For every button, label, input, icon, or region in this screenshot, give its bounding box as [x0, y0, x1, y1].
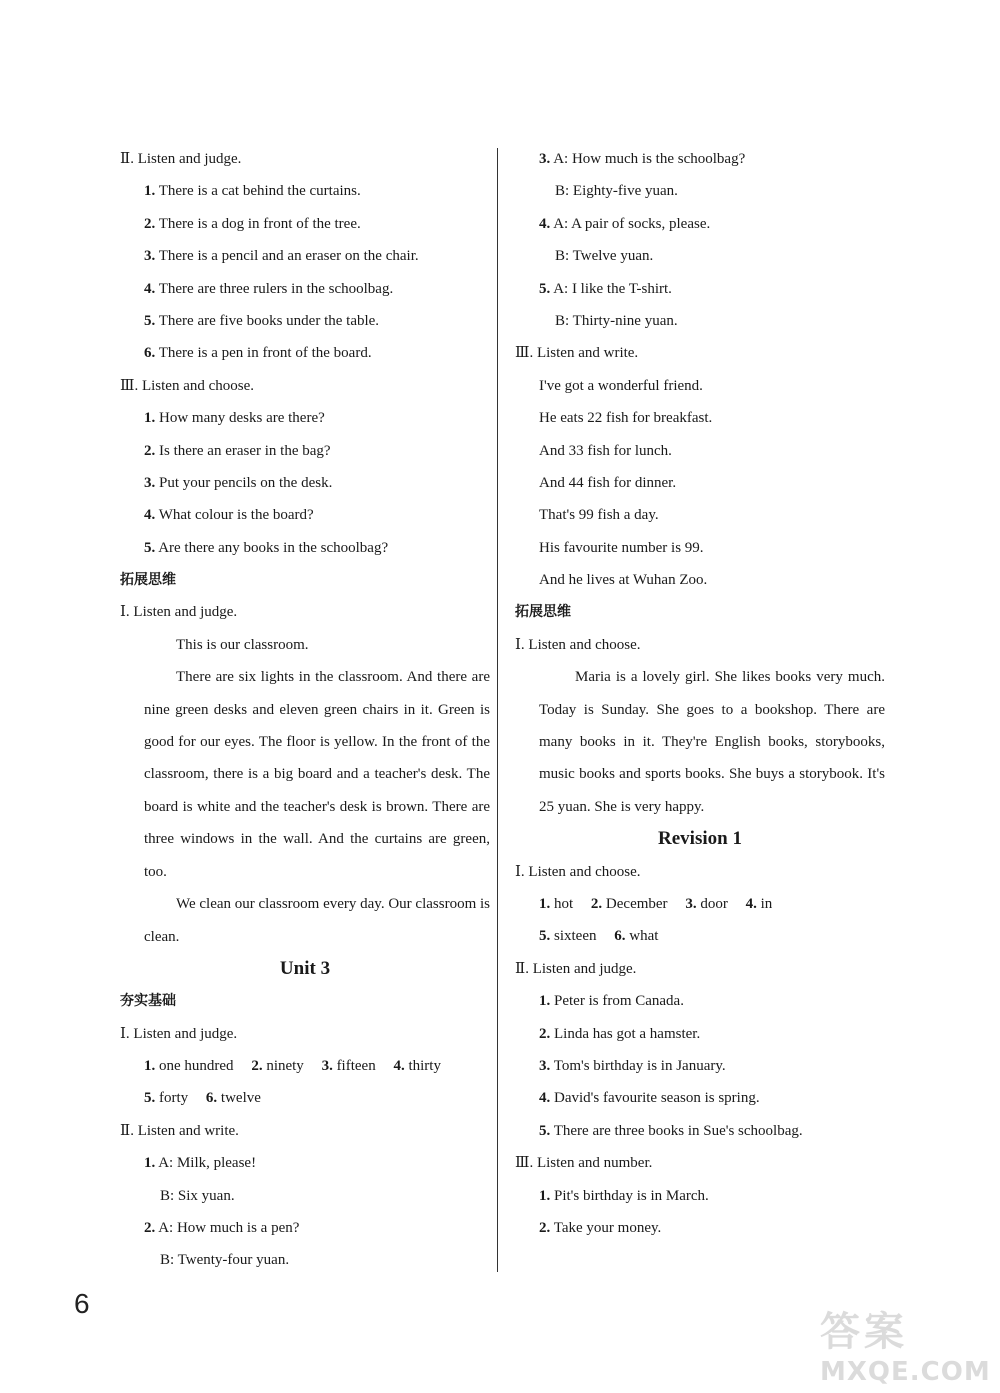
watermark-logo	[820, 1300, 990, 1385]
list-item: 1. How many desks are there?	[144, 410, 325, 427]
poem-line: And 44 fish for dinner.	[539, 474, 677, 491]
list-item: 1. There is a cat behind the curtains.	[144, 183, 361, 200]
unit-title: Unit 3	[279, 957, 331, 979]
dialogue-line: B: Six yuan.	[160, 1187, 235, 1204]
list-item: 1. Peter is from Canada.	[539, 993, 684, 1010]
section-title: Ⅱ. Listen and judge.	[120, 151, 242, 167]
section-title: Ⅲ. Listen and choose.	[120, 377, 255, 394]
poem-line: And 33 fish for lunch.	[539, 442, 672, 459]
page-number: 6	[74, 1288, 90, 1319]
dialogue-line: B: Thirty-nine yuan.	[555, 312, 678, 329]
list-item: 5. Are there any books in the schoolbag?	[144, 539, 389, 556]
list-item: 4. David's favourite season is spring.	[539, 1090, 760, 1107]
answer-row: 1. one hundred 2. ninety 3. fifteen 4. thirty	[144, 1058, 441, 1075]
dialogue-line: 1. A: Milk, please!	[144, 1155, 257, 1172]
list-item: 2. There is a dog in front of the tree.	[144, 215, 361, 232]
list-item: 2. Take your money.	[539, 1219, 662, 1236]
poem-line: And he lives at Wuhan Zoo.	[539, 572, 708, 589]
right-column	[515, 143, 885, 1244]
dialogue-line: B: Eighty-five yuan.	[555, 183, 678, 200]
list-item: 3. Tom's birthday is in January.	[539, 1058, 726, 1075]
answer-row: 5. sixteen 6. what	[539, 928, 659, 945]
list-item: 2. Is there an eraser in the bag?	[144, 442, 331, 459]
poem-line: He eats 22 fish for breakfast.	[539, 410, 713, 427]
poem-line: I've got a wonderful friend.	[539, 377, 703, 394]
passage: Maria is a lovely girl. She likes books very much. Today is Sunday. She goes to a bookshop. There are many books in it. They're English books, storybooks, music books and sports books. She buys a storybook. It's 25 yuan. She is very happy.	[539, 669, 885, 815]
section-title: Ⅲ. Listen and number.	[515, 1155, 653, 1172]
poem-line: His favourite number is 99.	[539, 539, 704, 556]
extension-heading: 拓展思维	[120, 572, 176, 589]
list-item: 5. There are three books in Sue's schoolbag.	[539, 1122, 803, 1139]
list-item: 3. There is a pencil and an eraser on the chair.	[144, 248, 419, 265]
revision-title: Revision 1	[658, 828, 742, 850]
extension-heading: 拓展思维	[515, 604, 571, 621]
list-item: 3. Put your pencils on the desk.	[144, 474, 333, 491]
list-item: 4. What colour is the board?	[144, 507, 314, 524]
passage-paragraph: We clean our classroom every day. Our classroom is clean.	[144, 896, 490, 945]
left-column	[120, 143, 490, 1277]
passage-paragraph: There are six lights in the classroom. And there are nine green desks and eleven green chairs in it. Green is good for our eyes. The floor is yellow. In the front of the classroom, there is a big board and a teacher's desk. The board is white and the teacher's desk is brown. There are three windows in the wall. And the curtains are green, too.	[144, 669, 490, 880]
watermark-top: 答案	[820, 1309, 908, 1355]
passage	[120, 629, 490, 953]
dialogue-line: B: Twenty-four yuan.	[160, 1252, 290, 1269]
answer-row: 1. hot 2. December 3. door 4. in	[539, 896, 773, 913]
section-title: Ⅲ. Listen and write.	[515, 345, 639, 362]
section-title: Ⅰ. Listen and judge.	[120, 604, 238, 621]
column-divider	[497, 148, 498, 1272]
dialogue-line: 2. A: How much is a pen?	[144, 1220, 300, 1237]
list-item: 6. There is a pen in front of the board.	[144, 345, 372, 362]
section-title: Ⅰ. Listen and judge.	[120, 1025, 238, 1042]
list-item: 5. There are five books under the table.	[144, 312, 380, 329]
section-title: Ⅱ. Listen and write.	[120, 1122, 239, 1139]
section-title: Ⅰ. Listen and choose.	[515, 863, 641, 880]
list-item: 1. Pit's birthday is in March.	[539, 1187, 709, 1204]
dialogue-line: 5. A: I like the T-shirt.	[539, 280, 672, 297]
section-title: Ⅱ. Listen and judge.	[515, 960, 637, 977]
list-item: 2. Linda has got a hamster.	[539, 1025, 701, 1042]
watermark-bottom: MXQE.COM	[820, 1357, 991, 1387]
list-item: 4. There are three rulers in the schoolbag.	[144, 280, 394, 297]
dialogue-line: 3. A: How much is the schoolbag?	[539, 151, 746, 167]
dialogue-line: B: Twelve yuan.	[555, 248, 654, 265]
answer-row: 5. forty 6. twelve	[144, 1090, 261, 1107]
section-title: Ⅰ. Listen and choose.	[515, 636, 641, 653]
passage-intro: This is our classroom.	[176, 636, 309, 653]
poem-line: That's 99 fish a day.	[539, 507, 659, 524]
dialogue-line: 4. A: A pair of socks, please.	[539, 215, 711, 232]
basics-heading: 夯实基础	[120, 993, 176, 1010]
